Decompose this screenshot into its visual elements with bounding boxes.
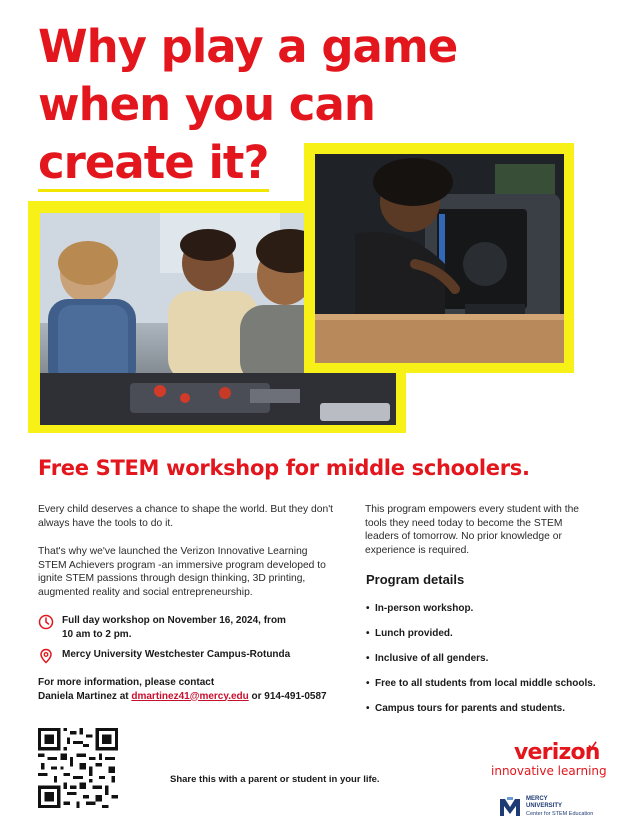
verizon-wordmark: verizon [514, 740, 600, 765]
photo-student-3d-printer [315, 154, 564, 363]
event-datetime [38, 614, 298, 641]
contact-prefix: For more information, please contact [38, 677, 215, 688]
share-text: Share this with a parent or student in your life. [170, 774, 380, 785]
clock-icon [38, 614, 54, 630]
verizon-check-icon [588, 741, 597, 750]
mercy-center-label: Center for STEM Education [526, 811, 594, 817]
event-location [38, 648, 290, 664]
headline-line-2: when you can [38, 78, 375, 131]
contact-email-link[interactable]: dmartinez41@mercy.edu [131, 690, 249, 702]
list-item: • Inclusive of all genders. [366, 653, 489, 664]
list-item: • In-person workshop. [366, 603, 474, 614]
contact-info [38, 676, 327, 703]
list-item: • Lunch provided. [366, 628, 453, 639]
event-location-text: Mercy University Westchester Campus-Rotunda [62, 649, 291, 660]
section-heading: Free STEM workshop for middle schoolers. [38, 456, 530, 480]
event-datetime-text: Full day workshop on November 16, 2024, from 10 am to 2 pm. [62, 615, 286, 640]
verizon-tagline: innovative learning [491, 764, 607, 778]
qr-code[interactable] [38, 728, 118, 808]
mercy-logo-icon [499, 797, 521, 817]
list-item: • Campus tours for parents and students. [366, 703, 566, 714]
program-details-title: Program details [366, 572, 465, 587]
map-pin-icon [38, 648, 54, 664]
empower-paragraph: This program empowers every student with the tools they need today to become the STEM leaders of tomorrow. No prior knowledge or experience is required. [365, 504, 580, 556]
contact-name: Daniela Martinez at [38, 690, 132, 702]
intro-paragraph: Every child deserves a chance to shape the world. But they don't always have the tools to do it. [38, 504, 334, 529]
headline-line-1: Why play a game [38, 20, 458, 73]
list-item: • Free to all students from local middle schools. [366, 678, 596, 689]
contact-phone: or 914-491-0587 [248, 690, 327, 702]
headline-line-3: create it? [38, 139, 269, 192]
program-details-list [366, 603, 596, 728]
mercy-wordmark: MERCY UNIVERSITY [526, 796, 563, 809]
program-paragraph: That's why we've launched the Verizon Innovative Learning STEM Achievers program -an immersive program developed to ignite STEM passions through design thinking, 3D printing, augmented reality and social entrepreneurship. [38, 546, 326, 598]
